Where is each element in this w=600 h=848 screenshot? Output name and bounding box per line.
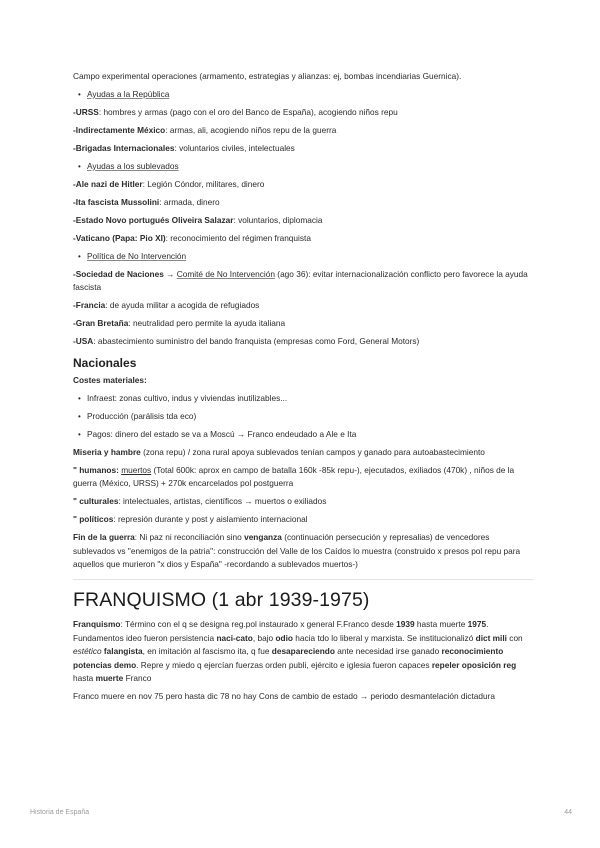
- hitler-line: -Ale nazi de Hitler: Legión Cóndor, militares, dinero: [73, 179, 265, 189]
- list-item: • Infraest: zonas cultivo, indus y viviendas inutilizables...: [87, 392, 533, 405]
- usa-line: -USA: abastecimiento suministro del bando franquista (empresas como Ford, General Motors): [73, 336, 420, 347]
- urss-line: -URSS: hombres y armas (pago con el oro del Banco de España), acogiendo niños repu: [73, 107, 398, 117]
- section-divider: [73, 579, 533, 580]
- vaticano-line: -Vaticano (Papa: Pio XI): reconocimiento del régimen franquista: [73, 233, 311, 243]
- ayudas-republica-link[interactable]: Ayudas a la República: [87, 89, 170, 99]
- list-item: • Producción (parálisis tda eco): [87, 410, 533, 423]
- salazar-line: -Estado Novo portugués Oliveira Salazar: voluntarios, diplomacia: [73, 215, 323, 225]
- page-number: 44: [564, 809, 572, 816]
- document-page: [73, 70, 533, 703]
- culturales-line: " culturales: intelectuales, artistas, científicos → muertos o exiliados: [73, 496, 327, 507]
- list-item: • Pagos: dinero del estado se va a Moscú → Franco endeudado a Ale e Ita: [87, 428, 533, 441]
- costes-materiales-line: Costes materiales:: [73, 374, 147, 385]
- bullet-list-no-intervencion: [73, 250, 533, 263]
- ayudas-sublevados-link[interactable]: Ayudas a los sublevados: [87, 161, 179, 171]
- heading-nacionales: Nacionales: [73, 355, 137, 370]
- costes-list: [73, 392, 533, 441]
- intro-paragraph: Campo experimental operaciones (armamento, estrategias y alianzas: ej, bombas incendiarias Guernica).: [73, 71, 462, 81]
- mexico-line: -Indirectamente México: armas, ali, acogiendo niños repu de la guerra: [73, 125, 337, 135]
- franquismo-definition-paragraph: Franquismo: Término con el q se designa reg.pol instaurado x general F.Franco desde 1939 hasta muerte 1975. Fundamentos ideo fueron persistencia naci-cato, bajo odio hacia tdo lo liberal y marxista. Se institucionalizó dict mili con estético falangista, en imitación al fascismo ita, q fue desapareciendo ante necesidad irse ganado reconocimiento potencias demo. Repre y miedo q ejercían fuerzas orden publi, ejército e iglesia fueron capaces repeler oposición reg hasta muerte Franco: [73, 619, 523, 684]
- sociedad-naciones-line: -Sociedad de Naciones → Comité de No Intervención (ago 36): evitar internacionalización conflicto pero favorece la ayuda fascista: [73, 269, 528, 293]
- mussolini-line: -Ita fascista Mussolini: armada, dinero: [73, 197, 220, 207]
- francia-line: -Francia: de ayuda militar a acogida de refugiados: [73, 300, 260, 311]
- bullet-ayudas-sublevados: [87, 160, 533, 173]
- politicos-line: " políticos: represión durante y post y aislamiento internacional: [73, 514, 308, 525]
- heading-franquismo: FRANQUISMO (1 abr 1939-1975): [73, 589, 370, 612]
- bullet-ayudas-republica: [87, 88, 533, 101]
- footer-title: Historia de España: [30, 809, 90, 816]
- franquismo-end-paragraph: Franco muere en nov 75 pero hasta dic 78 no hay Cons de cambio de estado → periodo desmantelación dictadura: [73, 691, 496, 702]
- bullet-list-sublevados: [73, 160, 533, 173]
- miseria-paragraph: Miseria y hambre (zona repu) / zona rural apoya sublevados tenían campos y ganado para autoabastecimiento: [73, 446, 485, 457]
- bullet-no-intervencion: [87, 250, 533, 263]
- fin-guerra-paragraph: Fin de la guerra: Ni paz ni reconciliación sino venganza (continuación persecución y represalias) de vencedores sublevados vs "enemigos de la patria": construcción del Valle de los Caídos lo muestra (construido x presos pol repu para aquellos que murieron "x dios y España" -recordando a sublevados muertos-): [73, 532, 521, 570]
- no-intervencion-link[interactable]: Política de No Intervención: [87, 251, 187, 261]
- comite-link[interactable]: Comité de No Intervención: [176, 269, 275, 279]
- bullet-list-republica: [73, 88, 533, 101]
- gran-bretana-line: -Gran Bretaña: neutralidad pero permite la ayuda italiana: [73, 318, 286, 329]
- humanos-paragraph: " humanos: muertos (Total 600k: aprox en campo de batalla 160k -85k repu-), ejecutados, exiliados (470k) , niños de la guerra (México, URSS) + 270k encarcelados pol postguerra: [73, 464, 515, 489]
- brigadas-line: -Brigadas Internacionales: voluntarios civiles, intelectuales: [73, 143, 295, 153]
